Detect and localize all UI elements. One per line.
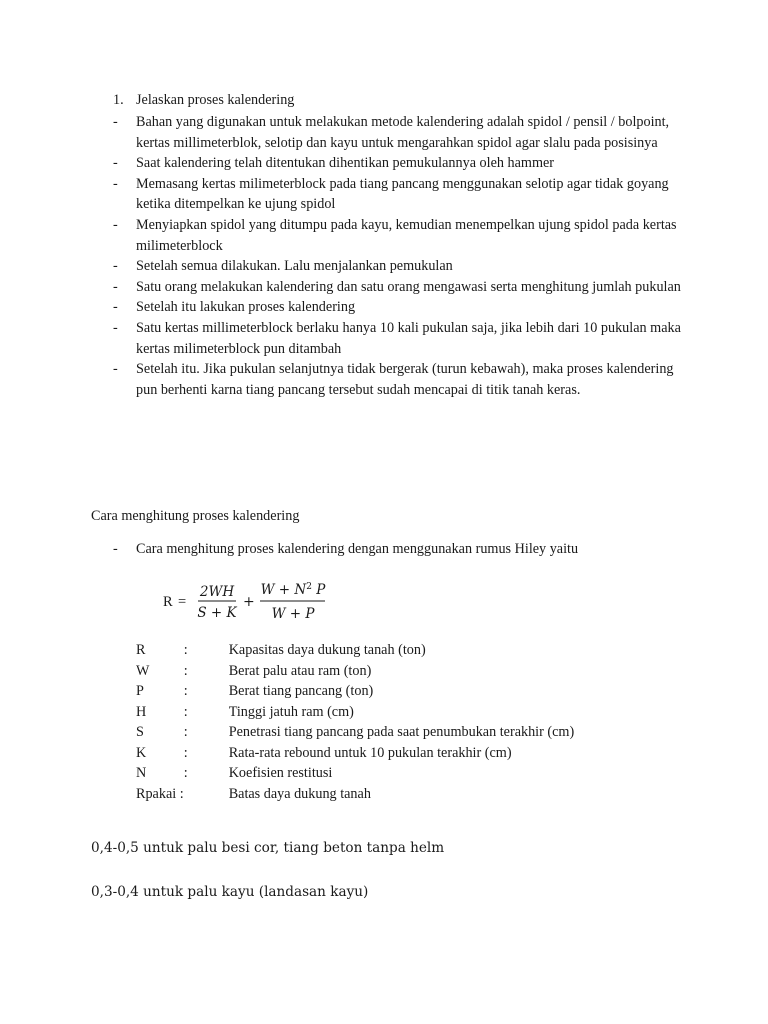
fraction-2-numerator-a: W + N (260, 582, 307, 598)
list-dash: - (113, 361, 118, 378)
legend-description: Rata-rata rebound untuk 10 pukulan terakhir (cm) (228, 744, 512, 761)
list-dash: - (113, 216, 118, 233)
list-item (113, 174, 693, 215)
fraction-1-denominator: S + K (197, 605, 237, 621)
list-item (113, 297, 693, 318)
legend-row (136, 663, 574, 684)
list-item-text: Setelah itu lakukan proses kalendering (136, 299, 356, 316)
list-item-text: Saat kalendering telah ditentukan dihentikan pemukulannya oleh hammer (136, 155, 555, 172)
fraction-2-denominator: W + P (271, 606, 315, 622)
fraction-1-numerator: 2WH (199, 584, 235, 600)
legend-symbol: P (136, 683, 144, 699)
list-dash: - (113, 541, 118, 557)
legend-symbol: R (136, 642, 146, 658)
superscript-2: 2 (306, 582, 312, 592)
legend-symbol: Rpakai : (136, 785, 184, 802)
section-heading: Cara menghitung proses kalendering (91, 508, 300, 524)
list-dash: - (113, 155, 118, 172)
fraction-2-numerator (261, 582, 327, 598)
fraction-2-numerator-b: P (311, 582, 326, 598)
legend-description: Penetrasi tiang pancang pada saat penumbukan terakhir (cm) (228, 724, 575, 740)
legend-description: Tinggi jatuh ram (cm) (228, 703, 354, 720)
legend-symbol: S (136, 724, 144, 740)
variable-legend (136, 642, 574, 806)
legend-colon (184, 786, 229, 807)
list-dash: - (113, 258, 118, 275)
question-heading (113, 92, 294, 109)
list-dash: - (113, 319, 118, 336)
list-item-text: Satu orang melakukan kalendering dan satu orang mengawasi serta menghitung jumlah pukulan (136, 278, 681, 295)
formula-equals: = (178, 594, 187, 610)
list-item (113, 215, 693, 256)
legend-symbol: H (136, 703, 147, 720)
legend-symbol: K (136, 744, 147, 761)
list-item (113, 277, 693, 298)
list-dash: - (113, 278, 118, 295)
list-item-text: Menyiapkan spidol yang ditumpu pada kayu, kemudian menempelkan ujung spidol pada kertas milimeterblock (136, 216, 677, 254)
list-dash: - (113, 299, 118, 316)
legend-row (136, 786, 574, 807)
legend-colon: : (183, 662, 188, 679)
question-title: Jelaskan proses kalendering (136, 92, 295, 108)
restitution-note: 0,3-0,4 untuk palu kayu (landasan kayu) (91, 884, 369, 900)
list-item (113, 256, 693, 277)
hiley-intro (113, 541, 578, 558)
legend-row (136, 745, 574, 766)
list-item-text: Satu kertas millimeterblock berlaku hanya 10 kali pukulan saja, jika lebih dari 10 pukulan maka kertas milimeterblock pun ditambah (136, 319, 681, 357)
legend-row (136, 683, 574, 704)
legend-colon: : (183, 765, 188, 781)
list-item (113, 318, 693, 359)
formula-lhs: R (163, 594, 173, 610)
legend-row (136, 642, 574, 663)
legend-colon: : (183, 724, 188, 740)
hiley-formula (163, 578, 343, 628)
legend-description: Koefisien restitusi (228, 765, 333, 781)
legend-colon: : (183, 642, 188, 658)
legend-colon: : (183, 703, 188, 720)
list-dash: - (113, 114, 118, 130)
legend-colon: : (183, 744, 188, 761)
legend-row (136, 765, 574, 786)
legend-description: Berat tiang pancang (ton) (228, 683, 374, 699)
question-number: 1. (113, 92, 124, 108)
legend-description: Batas daya dukung tanah (228, 785, 371, 802)
list-dash: - (113, 175, 118, 192)
formula-plus: + (243, 594, 255, 610)
process-steps-list (113, 112, 693, 400)
legend-description: Kapasitas daya dukung tanah (ton) (228, 642, 426, 658)
legend-description: Berat palu atau ram (ton) (228, 662, 372, 679)
list-item (113, 359, 693, 400)
hiley-intro-text: Cara menghitung proses kalendering dengan menggunakan rumus Hiley yaitu (136, 541, 579, 557)
legend-symbol: W (136, 662, 150, 679)
legend-colon: : (183, 683, 188, 699)
list-item (113, 112, 693, 153)
list-item-text: Setelah semua dilakukan. Lalu menjalankan pemukulan (136, 258, 453, 275)
legend-row (136, 724, 574, 745)
list-item-text: Setelah itu. Jika pukulan selanjutnya tidak bergerak (turun kebawah), maka proses kalendering pun berhenti karna tiang pancang tersebut sudah mencapai di titik tanah keras. (136, 361, 674, 398)
list-item-text: Memasang kertas milimeterblock pada tiang pancang menggunakan selotip agar tidak goyang ketika ditempelkan ke ujung spidol (136, 175, 669, 213)
restitution-note: 0,4-0,5 untuk palu besi cor, tiang beton tanpa helm (91, 840, 445, 856)
list-item-text: Bahan yang digunakan untuk melakukan metode kalendering adalah spidol / pensil / bolpoint, kertas millimeterblok, selotip dan kayu untuk mengarahkan spidol agar slalu pada posisinya (136, 114, 670, 151)
list-item (113, 153, 693, 174)
legend-symbol: N (136, 765, 147, 781)
legend-row (136, 704, 574, 725)
